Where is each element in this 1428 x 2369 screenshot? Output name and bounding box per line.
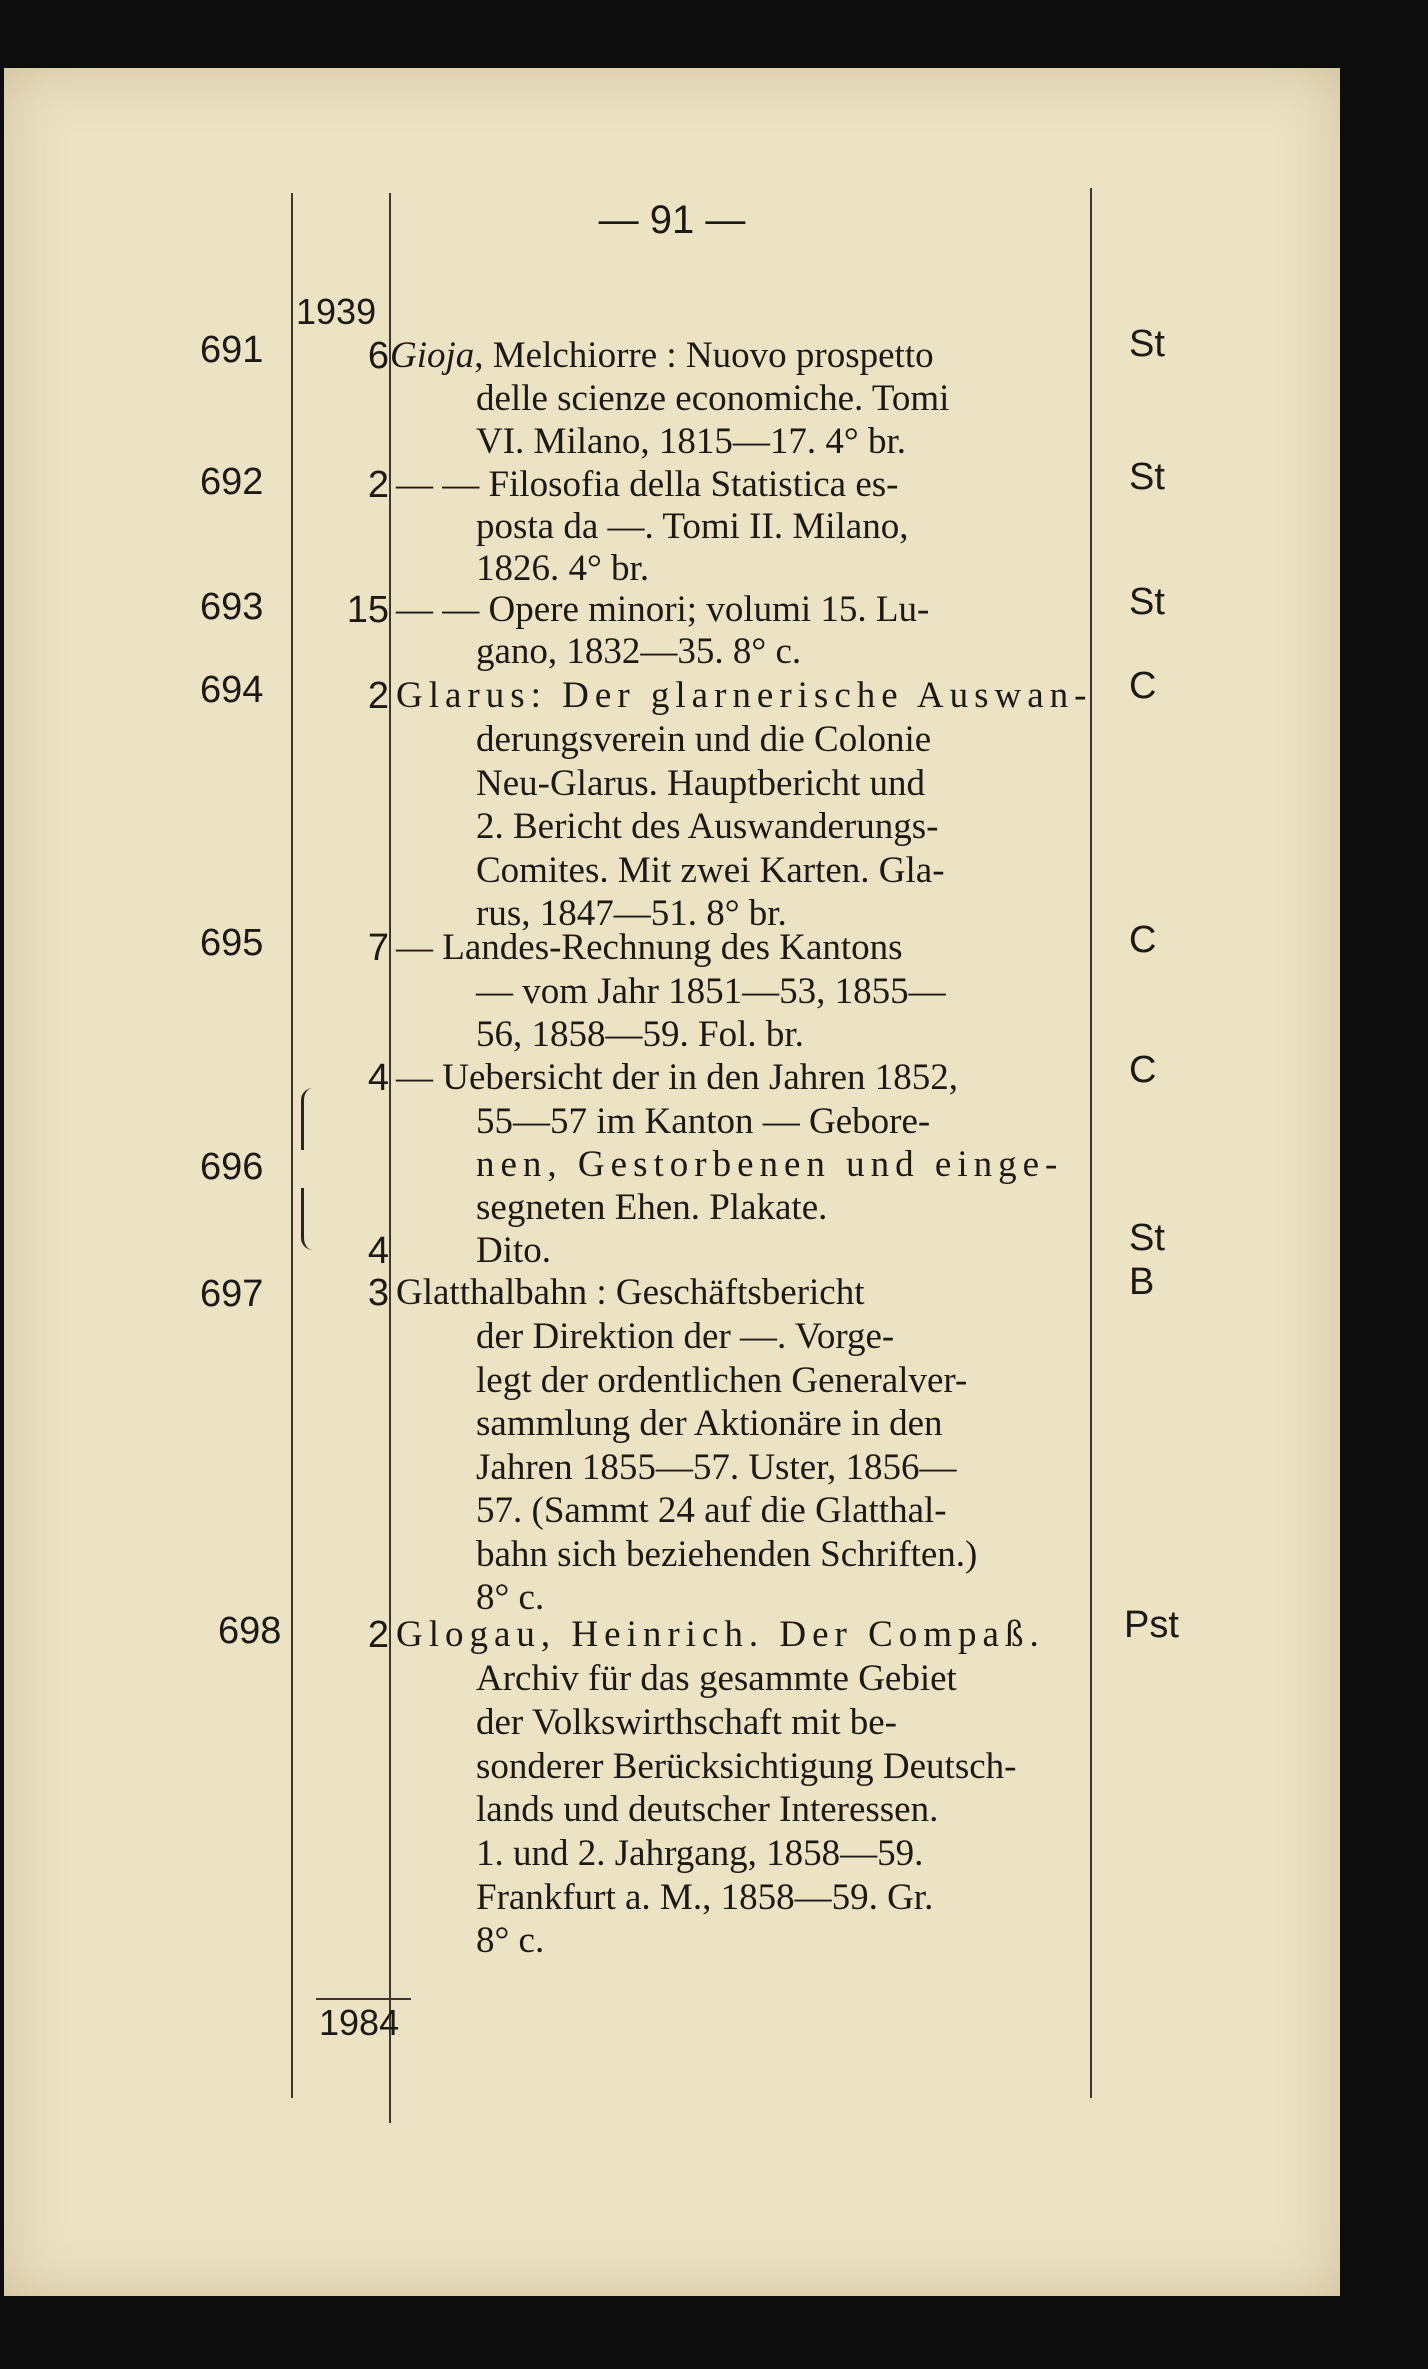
entry-line: sonderer Berücksichtigung Deutsch-: [476, 1746, 1017, 1787]
entry-line: Neu-Glarus. Hauptbericht und: [476, 763, 926, 804]
entry-line: 57. (Sammt 24 auf die Glatthal-: [476, 1490, 947, 1531]
entry-line: Frankfurt a. M., 1858—59. Gr.: [476, 1877, 934, 1918]
entry-line: der Volkswirthschaft mit be-: [476, 1702, 897, 1743]
entry-line: — — Filosofia della Statistica es-: [396, 464, 899, 505]
entry-line: Glarus: Der glarnerische Auswan-: [396, 675, 1093, 716]
entry-line: VI. Milano, 1815—17. 4° br.: [476, 421, 906, 462]
line-number: 695: [200, 922, 264, 964]
shelf-mark: St: [1129, 456, 1165, 498]
entry-line: 1. und 2. Jahrgang, 1858—59.: [476, 1833, 924, 1874]
rule-left: [291, 193, 293, 2098]
item-count: 7: [367, 927, 389, 969]
entry-line: 2. Bericht des Auswanderungs-: [476, 806, 939, 847]
entry-line: bahn sich beziehenden Schriften.): [476, 1534, 978, 1575]
item-count: 2: [367, 675, 389, 717]
entry-line: 1826. 4° br.: [476, 548, 650, 589]
shelf-mark: St: [1129, 581, 1165, 623]
item-count: 4: [367, 1057, 389, 1099]
shelf-mark: C: [1129, 919, 1157, 961]
volume-start: 1939: [296, 291, 377, 332]
entry-line: 55—57 im Kanton — Gebore-: [476, 1101, 931, 1142]
shelf-mark: C: [1129, 1049, 1157, 1091]
entry-line: der Direktion der —. Vorge-: [476, 1316, 895, 1357]
entry-line: — — Opere minori; volumi 15. Lu-: [396, 589, 930, 630]
brace-bottom: [301, 1188, 316, 1250]
entry-line: [390, 334, 934, 378]
entry-line: Archiv für das gesammte Gebiet: [476, 1658, 957, 1699]
line-number: 694: [200, 669, 264, 711]
line-number: 697: [200, 1273, 264, 1315]
entry-text: , Melchiorre : Nuovo prospetto: [474, 335, 934, 376]
shelf-mark: B: [1129, 1261, 1155, 1303]
entry-line: sammlung der Aktionäre in den: [476, 1403, 943, 1444]
entry-line: legt der ordentlichen Generalver-: [476, 1360, 968, 1401]
line-number: 698: [218, 1610, 282, 1652]
entry-line: derungsverein und die Colonie: [476, 719, 932, 760]
entry-line: segneten Ehen. Plakate.: [476, 1187, 828, 1228]
entry-line: rus, 1847—51. 8° br.: [476, 893, 787, 934]
entry-line: posta da —. Tomi II. Milano,: [476, 506, 909, 547]
entry-line: 8° c.: [476, 1577, 545, 1618]
entry-line: — Uebersicht der in den Jahren 1852,: [396, 1057, 959, 1098]
entry-line: lands und deutscher Interessen.: [476, 1789, 939, 1830]
page-number: — 91 —: [598, 198, 746, 242]
entry-line: 8° c.: [476, 1920, 545, 1961]
entry-line: delle scienze economiche. Tomi: [476, 378, 950, 419]
item-count: 3: [367, 1272, 389, 1314]
volume-end: 1984: [319, 2002, 400, 2043]
book-page: [4, 68, 1340, 2296]
entry-line: Glatthalbahn : Geschäftsbericht: [396, 1272, 865, 1313]
entry-line: Glogau, Heinrich. Der Compaß.: [396, 1614, 1045, 1655]
shelf-mark: C: [1129, 665, 1157, 707]
shelf-mark: St: [1129, 323, 1165, 365]
line-number: 691: [200, 329, 264, 371]
entry-line: 56, 1858—59. Fol. br.: [476, 1014, 804, 1055]
line-number: 692: [200, 461, 264, 503]
rule-mid: [389, 193, 391, 2123]
entry-line: Dito.: [476, 1230, 552, 1271]
entry-line: Jahren 1855—57. Uster, 1856—: [476, 1447, 957, 1488]
shelf-mark: St: [1129, 1217, 1165, 1259]
shelf-mark: Pst: [1124, 1604, 1179, 1646]
item-count: 2: [367, 1614, 389, 1656]
entry-line: — Landes-Rechnung des Kantons: [396, 927, 903, 968]
brace-top: [301, 1088, 316, 1150]
item-count: 6: [367, 335, 389, 377]
entry-line: gano, 1832—35. 8° c.: [476, 631, 802, 672]
line-number: 696: [200, 1146, 264, 1188]
author-name: Gioja: [390, 335, 475, 376]
rule-right: [1090, 188, 1092, 2098]
line-number: 693: [200, 586, 264, 628]
item-count: 15: [346, 589, 389, 631]
entry-line: Comites. Mit zwei Karten. Gla-: [476, 850, 945, 891]
rule-foot: [316, 1998, 411, 2000]
item-count: 4: [367, 1230, 389, 1272]
entry-line: — vom Jahr 1851—53, 1855—: [476, 971, 946, 1012]
item-count: 2: [367, 464, 389, 506]
entry-line: nen, Gestorbenen und einge-: [476, 1144, 1064, 1185]
